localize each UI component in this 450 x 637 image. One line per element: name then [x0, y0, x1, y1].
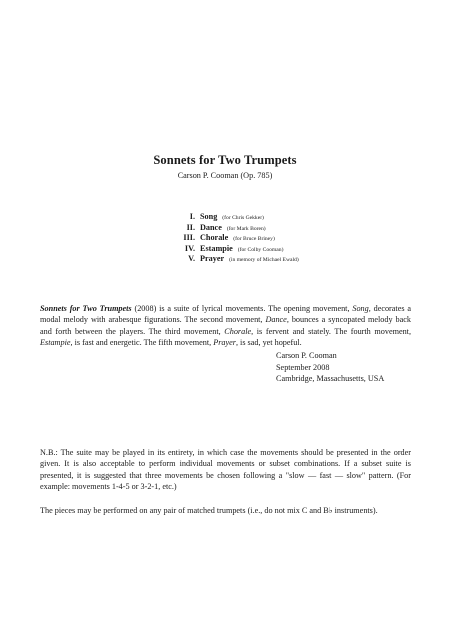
movement-ref: Prayer [213, 337, 236, 347]
composer-line: Carson P. Cooman (Op. 785) [177, 171, 273, 180]
movement-name: Chorale [200, 233, 229, 243]
movement-name: Estampie [200, 243, 233, 253]
movement-name: Dance [200, 222, 222, 232]
movement-dedication: (for Mark Boren) [226, 225, 266, 232]
movement-list [0, 212, 450, 265]
program-note-text: , is fast and energetic. The fifth movement, [70, 337, 214, 347]
movement-numeral: III. [183, 233, 195, 243]
movement-ref: Dance [265, 315, 287, 325]
program-note-text: (2008) is a suite of lyrical movements. The opening movement, [131, 304, 353, 313]
movement-item [0, 233, 450, 244]
movement-numeral: IV. [184, 243, 195, 253]
movement-item [0, 223, 450, 234]
movement-dedication: (for Colby Cooman) [237, 246, 284, 253]
signature-place: Cambridge, Massachusetts, USA [276, 374, 385, 383]
page-title: Sonnets for Two Trumpets [153, 153, 297, 167]
movement-ref: Estampie [40, 337, 71, 347]
signature-date: September 2008 [276, 362, 330, 372]
program-note-text: , is sad, yet hopeful. [235, 337, 302, 347]
movement-dedication: (for Bruce Briney) [233, 236, 275, 243]
movement-name: Song [200, 212, 218, 221]
program-note [40, 303, 411, 348]
movement-numeral: I. [189, 212, 195, 221]
work-title-inline: Sonnets for Two Trumpets [40, 304, 132, 313]
movement-name: Prayer [200, 254, 225, 264]
program-note-text: , decorates a modal melody with arabesque figurations. The second movement, [40, 304, 411, 325]
movement-item [0, 212, 450, 223]
movement-item [0, 254, 450, 265]
movement-ref: Chorale [224, 326, 252, 336]
movement-numeral: V. [188, 254, 195, 264]
signature-name: Carson P. Cooman [276, 351, 337, 360]
program-note-text: , is fervent and stately. The fourth movement, [251, 326, 411, 336]
program-note-text: , bounces a syncopated melody back and forth between the players. The third movement, [40, 315, 411, 336]
performance-note: N.B.: The suite may be played in its entirety, in which case the movements should be presented in the order given. It is also acceptable to perform individual movements or subset combinations. If a subset suite is presented, it is suggested that three movements be chosen following a "slow — fast — slow" pattern. (For example: movements 1-4-5 or 3-2-1, etc.) [40, 448, 411, 491]
movement-item [0, 244, 450, 255]
movement-dedication: (in memory of Michael Ewald) [229, 257, 299, 264]
movement-dedication: (for Chris Gekker) [222, 215, 264, 221]
signature-block [276, 350, 384, 385]
movement-ref: Song [352, 304, 369, 313]
movement-numeral: II. [186, 222, 195, 232]
instrument-note: The pieces may be performed on any pair of matched trumpets (i.e., do not mix C and B♭ instruments). [40, 506, 378, 515]
